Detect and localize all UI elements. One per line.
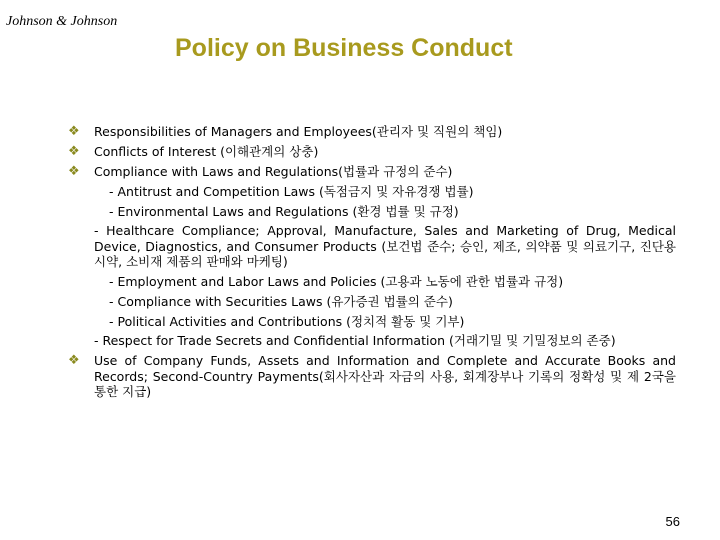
page-title: Policy on Business Conduct [175, 34, 513, 62]
diamond-bullet-icon: ❖ [68, 143, 80, 159]
diamond-bullet-icon: ❖ [68, 353, 80, 369]
page-number: 56 [665, 514, 680, 529]
sub-item: - Healthcare Compliance; Approval, Manufacture, Sales and Marketing of Drug, Medical Device, Diagnostics, and Consumer Products (보건법 준수; 승인, 제조, 의약품 및 의료기구, 진단용 시약, 소비재 제품의 판매와 마케팅) [94, 223, 676, 269]
sub-item: - Employment and Labor Laws and Policies (고용과 노동에 관한 법률과 규정) [109, 273, 564, 289]
bullet-item [64, 164, 676, 179]
bullet-item [64, 353, 676, 399]
sub-item: - Compliance with Securities Laws (유가증권 법률의 준수) [109, 293, 453, 309]
slide-content [64, 124, 676, 404]
sub-item: - Political Activities and Contributions (정치적 활동 및 기부) [109, 313, 465, 329]
bullet-text: Conflicts of Interest (이해관계의 상충) [94, 143, 319, 159]
bullet-text: Responsibilities of Managers and Employees(관리자 및 직원의 책임) [94, 124, 503, 139]
company-logo: Johnson & Johnson [6, 14, 118, 29]
bullet-item [64, 124, 676, 139]
sub-item: - Respect for Trade Secrets and Confidential Information (거래기밀 및 기밀정보의 존중) [94, 333, 616, 349]
diamond-bullet-icon: ❖ [68, 124, 80, 139]
bullet-text: Compliance with Laws and Regulations(법률과 규정의 준수) [94, 163, 453, 179]
diamond-bullet-icon: ❖ [68, 163, 80, 179]
sub-item: - Environmental Laws and Regulations (환경 법률 및 규정) [109, 203, 459, 219]
bullet-item [64, 144, 676, 159]
bullet-text: Use of Company Funds, Assets and Information and Complete and Accurate Books and Records; Second-Country Payments(회사자산과 자금의 사용, 회계장부나 기록의 정확성 및 제 2국을 통한 지급) [94, 353, 676, 399]
sub-item: - Antitrust and Competition Laws (독점금지 및 자유경쟁 법률) [109, 183, 474, 199]
